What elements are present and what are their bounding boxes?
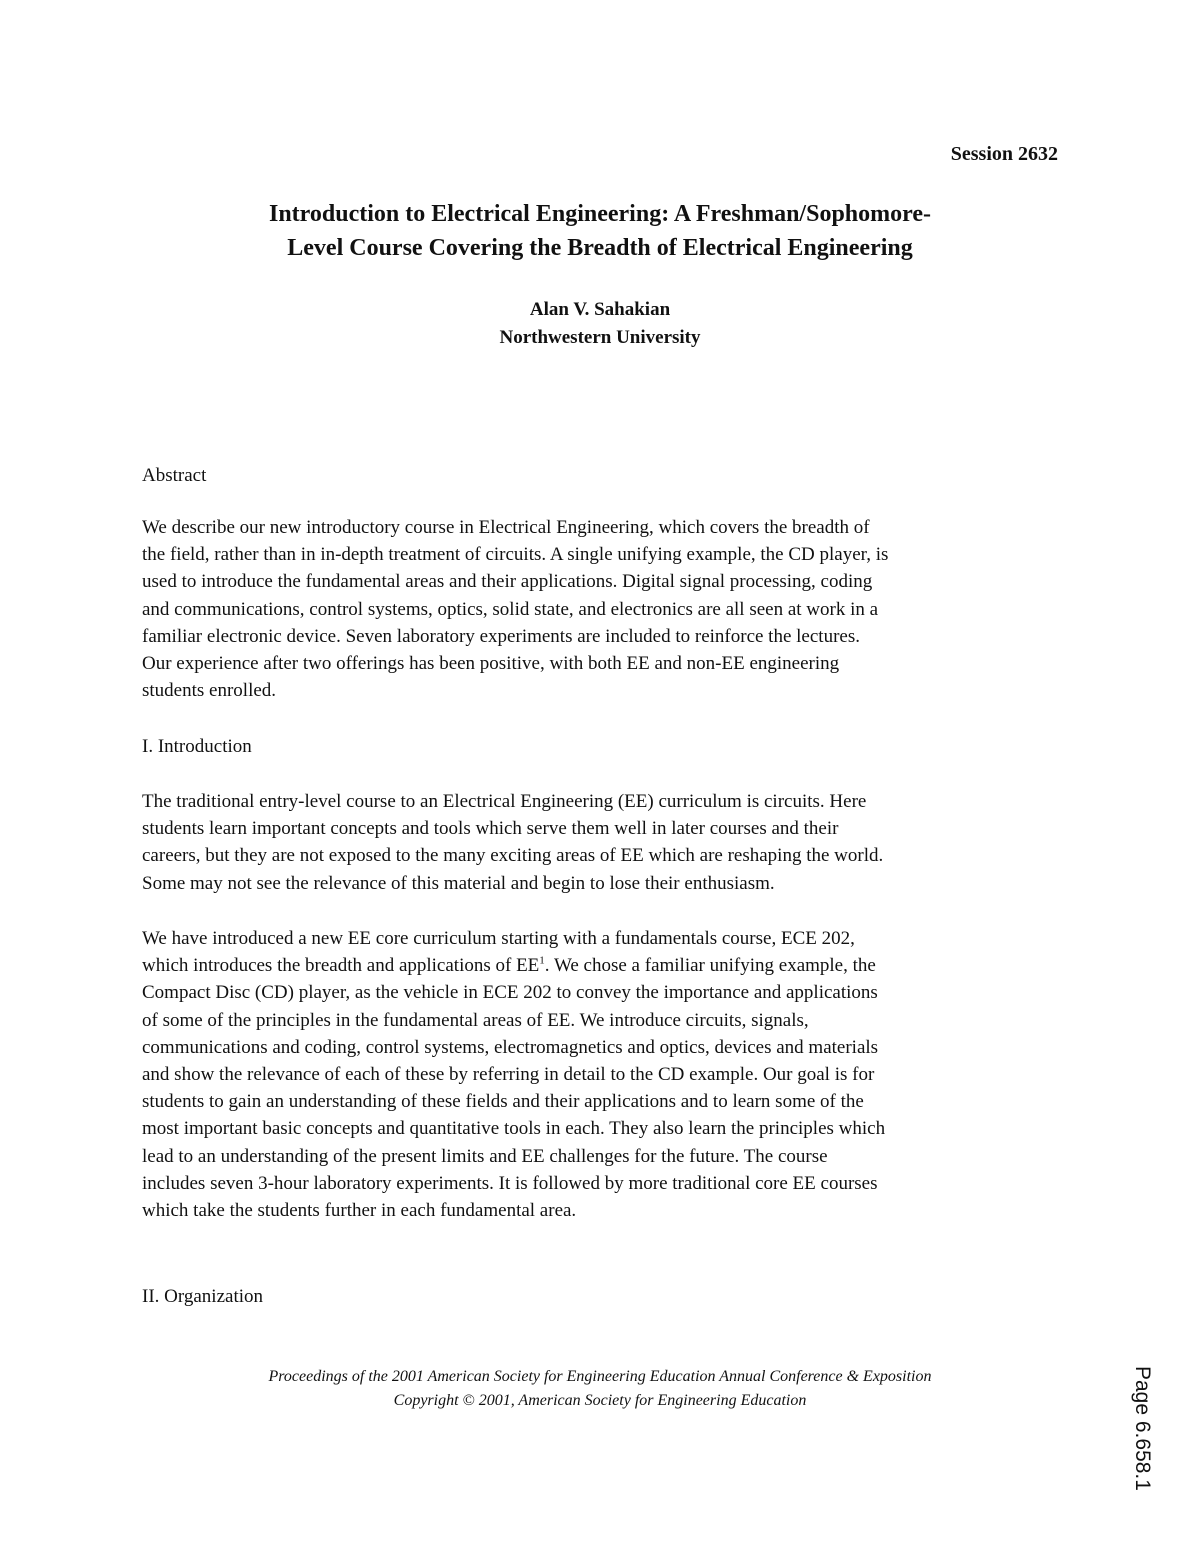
abstract-line: familiar electronic device. Seven laboratory experiments are included to reinforce the lectures. <box>142 625 860 647</box>
paragraph-line: lead to an understanding of the present limits and EE challenges for the future. The course <box>142 1145 828 1167</box>
paragraph-line: Compact Disc (CD) player, as the vehicle in ECE 202 to convey the importance and applications <box>142 982 878 1004</box>
abstract-line: and communications, control systems, optics, solid state, and electronics are all seen at work in a <box>142 598 879 620</box>
footer-line-1: Proceedings of the 2001 American Society for Engineering Education Annual Conference & Exposition <box>268 1368 932 1385</box>
paragraph-line: which take the students further in each fundamental area. <box>142 1200 577 1222</box>
paper-title <box>0 197 1200 265</box>
paragraph-line: communications and coding, control systems, electromagnetics and optics, devices and materials <box>142 1036 879 1058</box>
abstract-line: We describe our new introductory course in Electrical Engineering, which covers the breadth of <box>142 517 870 538</box>
abstract-line: the field, rather than in in-depth treatment of circuits. A single unifying example, the CD player, is <box>142 544 889 566</box>
organization-heading: II. Organization <box>142 1286 263 1307</box>
paper-title-line-1: Introduction to Electrical Engineering: A Freshman/Sophomore- <box>268 201 931 227</box>
paper-title-line-2: Level Course Covering the Breadth of Electrical Engineering <box>287 235 913 261</box>
author-affiliation: Northwestern University <box>499 327 701 348</box>
paragraph-line: includes seven 3-hour laboratory experiments. It is followed by more traditional core EE courses <box>142 1172 878 1194</box>
abstract-line: used to introduce the fundamental areas and their applications. Digital signal processing, coding <box>142 571 873 593</box>
page-number: Page 6.658.1 <box>1131 1366 1154 1491</box>
paragraph-text: which introduces the breadth and applications of EE <box>142 955 540 977</box>
introduction-heading: I. Introduction <box>142 736 252 757</box>
abstract-line: Our experience after two offerings has been positive, with both EE and non-EE engineering <box>142 653 840 675</box>
proceedings-footer <box>0 1365 1200 1413</box>
introduction-paragraph-1 <box>142 788 1072 897</box>
session-label: Session 2632 <box>950 143 1058 165</box>
paragraph-line: of some of the principles in the fundamental areas of EE. We introduce circuits, signals, <box>142 1009 809 1031</box>
footer-line-2: Copyright © 2001, American Society for Engineering Education <box>393 1392 807 1409</box>
paragraph-line: We have introduced a new EE core curriculum starting with a fundamentals course, ECE 202, <box>142 928 855 949</box>
paragraph-line-with-citation <box>142 952 1072 979</box>
paragraph-line: and show the relevance of each of these by referring in detail to the CD example. Our goal is for <box>142 1064 875 1086</box>
paragraph-line: careers, but they are not exposed to the many exciting areas of EE which are reshaping the world. <box>142 845 884 867</box>
paragraph-line: most important basic concepts and quantitative tools in each. They also learn the principles which <box>142 1118 886 1140</box>
citation-superscript: 1 <box>539 954 545 967</box>
paragraph-line: Some may not see the relevance of this material and begin to lose their enthusiasm. <box>142 872 775 894</box>
paragraph-line: The traditional entry-level course to an Electrical Engineering (EE) curriculum is circuits. Here <box>142 791 867 812</box>
author-block <box>0 296 1200 352</box>
paragraph-line: students to gain an understanding of these fields and their applications and to learn some of the <box>142 1091 864 1113</box>
abstract-heading: Abstract <box>142 465 207 486</box>
author-name: Alan V. Sahakian <box>529 299 671 320</box>
paragraph-text: . We chose a familiar unifying example, the <box>544 955 876 977</box>
paragraph-line: students learn important concepts and tools which serve them well in later courses and their <box>142 818 839 840</box>
abstract-line: students enrolled. <box>142 680 277 702</box>
abstract-body <box>142 514 1072 704</box>
introduction-paragraph-2 <box>142 925 1072 1224</box>
